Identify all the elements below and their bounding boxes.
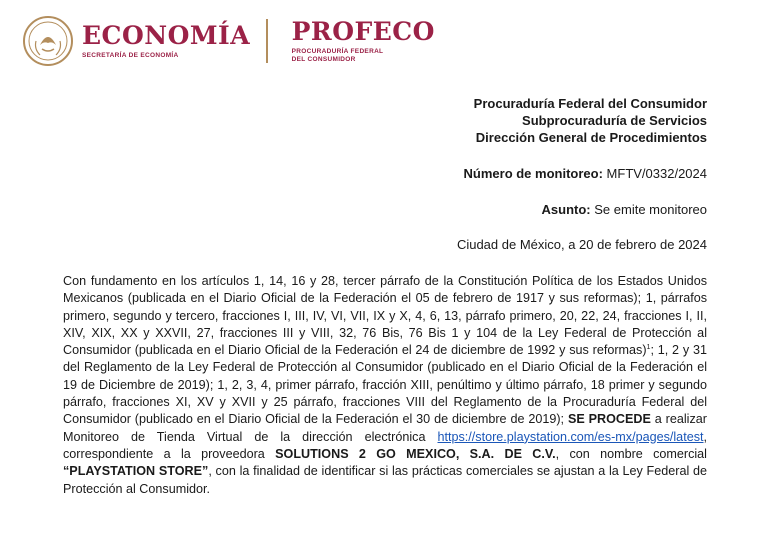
store-link[interactable]: https://store.playstation.com/es-mx/pages/latest — [437, 429, 704, 444]
body-part-2: ; 1, 2 y 31 del Reglamento de la Ley Federal de Protección al Consumidor (publicado en el Diario Oficial de la Federación el 19 de Diciembre de 2019); 1, 2, 3, 4, primer párrafo, fracción XIII, penúltimo y último párrafo, 18 primer y segundo párrafo, fracciones XI, XV y XVII y 25 párrafo, fracciones VIII del Reglamento de la Procuraduría Federal del Consumidor (publicado en el Diario Oficial de la Federación el 30 de diciembre de 2019); — [63, 343, 707, 427]
profeco-subtitle-2: DEL CONSUMIDOR — [291, 56, 356, 63]
monitoring-number — [464, 165, 707, 182]
body-part-5: , con nombre comercial — [555, 446, 707, 461]
body-paragraph — [63, 273, 707, 498]
recipient-block — [474, 95, 707, 146]
place-date: Ciudad de México, a 20 de febrero de 2024 — [456, 237, 707, 252]
subject-value: Se emite monitoreo — [594, 202, 707, 217]
se-procede: SE PROCEDE — [567, 412, 651, 427]
subject-label: Asunto: — [541, 202, 591, 217]
footnote-mark[interactable]: 1 — [646, 344, 651, 351]
body-part-3: a realizar Monitoreo de Tienda Virtual de la dirección electrónica — [63, 412, 707, 444]
profeco-wordmark: PROFECO — [291, 17, 435, 46]
economia-brand — [82, 22, 250, 60]
recipient-line-1: Procuraduría Federal del Consumidor — [473, 96, 707, 111]
recipient-line-2: Subprocuraduría de Servicios — [522, 113, 707, 128]
letterhead — [22, 12, 435, 70]
profeco-brand — [292, 18, 435, 64]
recipient-line-3: Dirección General de Procedimientos — [475, 130, 707, 145]
body-part-1: Con fundamento en los artículos 1, 14, 16 y 28, tercer párrafo de la Constitución Política de los Estados Unidos Mexicanos (publicada en el Diario Oficial de la Federación el 05 de febrero de 1917 y sus reformas); 1, párrafos primero, segundo y tercero, fracciones I, III, IV, VI, VII, IX y X, 4, 6, 13, párrafo primero, 20, 22, 24, fracciones I, II, XIV, XIX, XX y XXVII, 27, fracciones III y VIII, 32, 76 Bis, 76 Bis 1 y 104 de la Ley Federal de Protección al Consumidor (publicada en el Diario Oficial de la Federación el 24 de diciembre de 1992 y sus reformas) — [63, 274, 707, 358]
monitoring-value: MFTV/0332/2024 — [606, 166, 707, 181]
header-divider — [266, 19, 268, 63]
subject — [542, 201, 707, 218]
body-part-4: , correspondiente a la proveedora — [63, 429, 707, 461]
body-part-6: , con la finalidad de identificar si las prácticas comerciales se ajustan a la Ley Federal de Protección al Consumidor. — [63, 464, 707, 496]
trade-name: “PLAYSTATION STORE” — [63, 464, 209, 479]
economia-subtitle: SECRETARÍA DE ECONOMÍA — [82, 52, 179, 59]
profeco-subtitle-1: PROCURADURÍA FEDERAL — [291, 48, 384, 55]
economia-wordmark: ECONOMÍA — [82, 21, 251, 50]
monitoring-label: Número de monitoreo: — [463, 166, 603, 181]
national-seal-icon — [22, 15, 74, 67]
company-name: SOLUTIONS 2 GO MEXICO, S.A. DE C.V. — [275, 446, 556, 461]
